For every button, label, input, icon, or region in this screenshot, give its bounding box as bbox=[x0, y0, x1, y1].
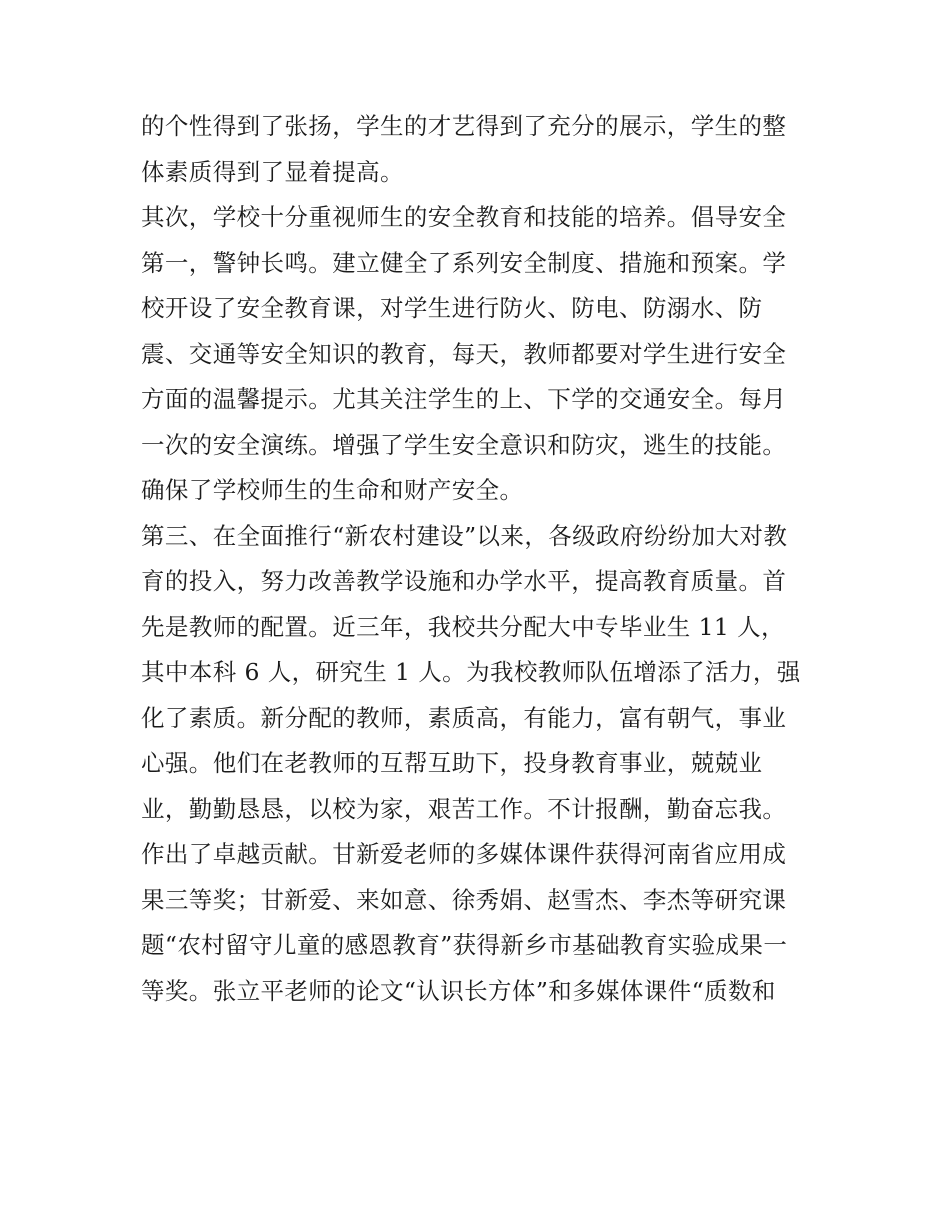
text-line: 方面的温馨提示。尤其关注学生的上、下学的交通安全。每月 bbox=[141, 385, 787, 413]
text-line: 震、交通等安全知识的教育，每天，教师都要对学生进行安全 bbox=[141, 339, 787, 368]
text-line: 一次的安全演练。增强了学生安全意识和防灾，逃生的技能。 bbox=[141, 430, 787, 459]
text-line: 作出了卓越贡献。甘新爱老师的多媒体课件获得河南省应用成 bbox=[141, 840, 787, 868]
text-line: 确保了学校师生的生命和财产安全。 bbox=[141, 476, 524, 504]
text-line: 业，勤勤恳恳，以校为家，艰苦工作。不计报酬，勤奋忘我。 bbox=[141, 794, 787, 823]
text-line: 第一，警钟长鸣。建立健全了系列安全制度、措施和预案。学 bbox=[141, 248, 787, 277]
text-line: 的个性得到了张扬，学生的才艺得到了充分的展示，学生的整 bbox=[141, 112, 787, 140]
text-line: 其中本科 6 人，研究生 1 人。为我校教师队伍增添了活力，强 bbox=[141, 658, 801, 686]
text-line: 先是教师的配置。近三年，我校共分配大中专毕业生 11 人， bbox=[141, 612, 785, 641]
text-line: 等奖。张立平老师的论文“认识长方体”和多媒体课件“质数和 bbox=[141, 976, 776, 1005]
body-text bbox=[141, 104, 821, 1014]
text-line: 育的投入，努力改善教学设施和办学水平，提高教育质量。首 bbox=[141, 567, 787, 595]
text-line: 体素质得到了显着提高。 bbox=[141, 157, 404, 186]
text-line: 化了素质。新分配的教师，素质高，有能力，富有朝气，事业 bbox=[141, 703, 787, 732]
text-line: 校开设了安全教育课，对学生进行防火、防电、防溺水、防 bbox=[141, 294, 763, 322]
text-line: 心强。他们在老教师的互帮互助下，投身教育事业，兢兢业 bbox=[141, 749, 763, 777]
text-line: 题“农村留守儿童的感恩教育”获得新乡市基础教育实验成果一 bbox=[141, 931, 788, 959]
text-line: 其次，学校十分重视师生的安全教育和技能的培养。倡导安全 bbox=[141, 203, 787, 231]
text-line: 第三、在全面推行“新农村建设”以来，各级政府纷纷加大对教 bbox=[141, 521, 788, 550]
text-line: 果三等奖；甘新爱、来如意、徐秀娟、赵雪杰、李杰等研究课 bbox=[141, 885, 787, 914]
